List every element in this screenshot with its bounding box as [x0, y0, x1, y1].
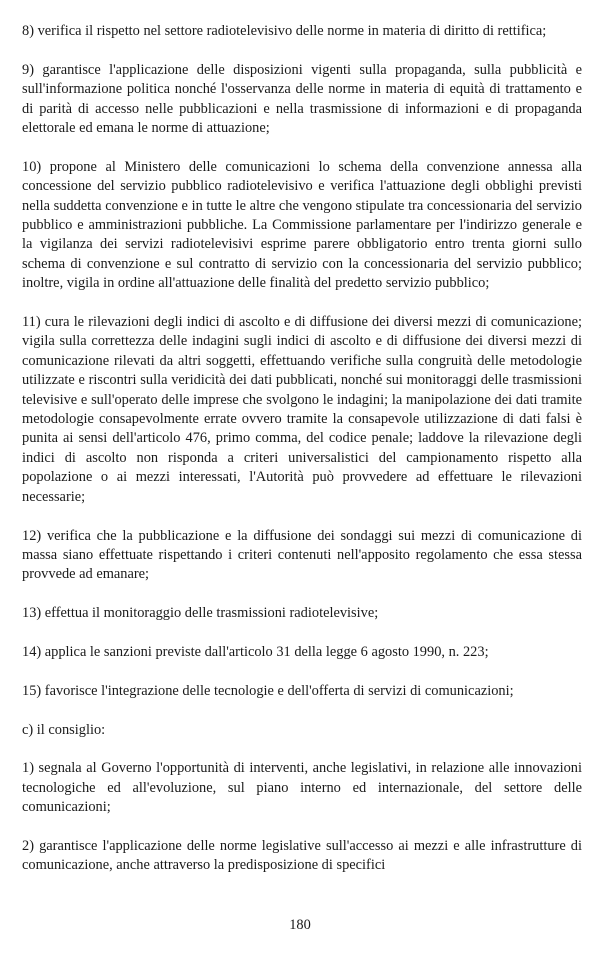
section-heading-c: c) il consiglio: [22, 721, 106, 738]
paragraph-item-10: 10) propone al Ministero delle comunicazioni lo schema della convenzione annessa alla concessione del servizio pubblico radiotelevisivo e verifica l'attuazione degli obblighi previsti nella suddetta convenzione e in tutte le altre che vengono stipulate tra concessionaria del servizio pubblico e amministrazioni pubbliche. La Commissione parlamentare per l'indirizzo generale e la vigilanza dei servizi radiotelevisivi esprime parere obbligatorio entro trenta giorni sullo schema di convenzione e sul contratto di servizio con la concessionaria del servizio pubblico; inoltre, vigila in ordine all'attuazione delle finalità del predetto servizio pubblico; [22, 158, 582, 292]
paragraph-item-c1: 1) segnala al Governo l'opportunità di interventi, anche legislativi, in relazione alle innovazioni tecnologiche ed all'evoluzione, sul piano interno ed internazionale, del settore delle comunicazioni; [22, 760, 582, 816]
paragraph-item-8: 8) verifica il rispetto nel settore radiotelevisivo delle norme in materia di diritto di rettifica; [22, 23, 547, 39]
paragraph-item-9: 9) garantisce l'applicazione delle disposizioni vigenti sulla propaganda, sulla pubblicità e sull'informazione politica nonché l'osservanza delle norme in materia di equità di trattamento e di parità di accesso nelle pubblicazioni e nella trasmissione di informazioni e di propaganda elettorale ed emana le norme di attuazione; [22, 61, 582, 137]
paragraph-item-14: 14) applica le sanzioni previste dall'articolo 31 della legge 6 agosto 1990, n. 223; [22, 643, 489, 660]
paragraph-item-12: 12) verifica che la pubblicazione e la diffusione dei sondaggi sui mezzi di comunicazione di massa siano effettuate rispettando i criteri contenuti nell'apposito regolamento che essa stessa provvede ad emanare; [22, 527, 582, 583]
paragraph-item-13: 13) effettua il monitoraggio delle trasmissioni radiotelevisive; [22, 605, 379, 622]
paragraph-item-15: 15) favorisce l'integrazione delle tecnologie e dell'offerta di servizi di comunicazioni; [22, 682, 514, 699]
paragraph-item-c2: 2) garantisce l'applicazione delle norme legislative sull'accesso ai mezzi e alle infrastrutture di comunicazione, anche attraverso la predisposizione di specifici [22, 837, 582, 874]
paragraph-item-11: 11) cura le rilevazioni degli indici di ascolto e di diffusione dei diversi mezzi di comunicazione; vigila sulla correttezza delle indagini sugli indici di ascolto e di diffusione dei diversi mezzi di comunicazione rilevati da altri soggetti, effettuando verifiche sulla congruità delle metodologie utilizzate e riscontri sulla veridicità dei dati pubblicati, nonché sui monitoraggi delle trasmissioni televisive e sull'operato delle imprese che svolgono le indagini; la manipolazione dei dati tramite metodologie consapevolmente errate ovvero tramite la consapevole utilizzazione di dati falsi è punita ai sensi dell'articolo 476, primo comma, del codice penale; laddove la rilevazione degli indici di ascolto non risponda a criteri universalistici del campionamento rispetto alla popolazione o ai mezzi interessati, l'Autorità può provvedere ad effettuare le rilevazioni necessarie; [22, 314, 582, 505]
page-number: 180 [289, 917, 311, 933]
